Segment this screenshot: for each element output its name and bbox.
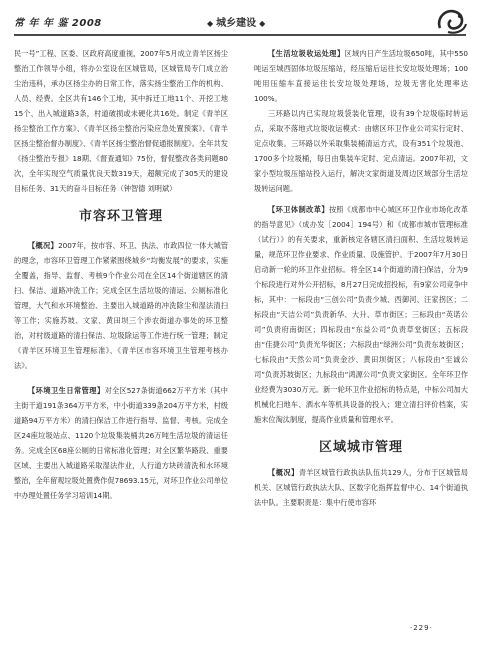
area-overview-paragraph: [254, 465, 468, 510]
yearbook-logo: [434, 6, 468, 36]
right-column: [254, 46, 468, 510]
garbage-tag: 【生活垃圾收运处理】: [268, 49, 345, 58]
section-heading-sanitation: 市容环卫管理: [78, 209, 163, 224]
intro-paragraph: 民一号”工程、区委、区政府高度重视，2007年5月成立青羊区扬尘整治工作领导小组，将办公室设在区城管局，区城管局专门成立治尘治违科，承办区扬尘办的日常工作，落实扬尘整治工作的机构、人员、经费。全区共有146个工地，其中拆迁工地11个、开挖工地15个、出入城道路3条，村道破损或未硬化共16处。制定《青羊区扬尘整治工作方案》、《青羊区扬尘整治污染应急处置预案》、《青羊区扬尘整治督办制度》、《青羊区扬尘整治督促通报制度》。全年共发《扬尘整治专报》18期、《督查通知》75份，督促整改各类问题80次，全年实现空气质量优良天数319天，超额完成了305天的建设目标任务、31天的奋斗目标任务（钟智德 刘明斌）: [14, 49, 228, 193]
daily-sanitation-tag: 【环境卫生日常管理】: [28, 386, 105, 395]
overview-tag: 【概况】: [28, 241, 59, 250]
area-overview-tag: 【概况】: [268, 468, 299, 477]
page-number: ·229·: [410, 624, 433, 632]
garbage-paragraph: [254, 46, 468, 106]
page-header: [14, 12, 466, 36]
left-column: [14, 46, 228, 503]
daily-sanitation-paragraph: [14, 383, 228, 503]
overview-text: 2007年，按市容、环卫、执法、市政四位一体大城管的理念，市容环卫管理工作紧紧围绕城乡“均衡发展”的要求，实施全覆盖，指导、监督、考核9个作业公司在全区14个街道辖区的清扫、保洁、道路冲洗工作；完成全区生活垃圾的清运、公厕标准化管理，大气和水环境整治、主要出入城道路的冲洗除尘和湿法清扫等工作；实施苏坡、文家、黄田坝三个涉农街道办事处的环卫整治，对村级道路的清扫保洁、垃圾除运等工作进行统一管理；制定《青羊区环境卫生管理标准》、《青羊区市容环境卫生管理考核办法》。: [14, 241, 229, 370]
yearbook-title: 常 年 年 鉴 2008: [14, 18, 102, 29]
section-heading-area-management: 区域城市管理: [318, 440, 403, 455]
reform-text: 按照《成都市中心城区环卫作业市场化改革的指导意见》（成办发［2004］194号）和《成都市城市管理标准（试行）》的有关要求，重新核定各辖区清扫面积、生活垃圾转运量，规范环卫作业要求、作业质量、设施管护。于2007年7月30日启动新一轮的环卫作业招标。将全区14个街道的清扫保洁，分为9个标段进行对外公开招标，8月27日完成招投标，有9家公司竞争中标，其中：一标段由“三创公司”负责少城、西御河、汪家拐区；二标段由“天洁公司”负责新华、大升、草市街区；三标段由“英诺公司”负责府南街区；四标段由“东益公司”负责草堂街区；五标段由“佳捷公司”负责光华街区；六标段由“绿洲公司”负责东坡街区；七标段由“天然公司”负责金沙、黄田坝街区；八标段由“至诚公司”负责苏坡街区；九标段由“鸿源公司”负责文家街区。全年环卫作业经费为3030万元。新一轮环卫作业招标的特点是，中标公司加大机械化扫地车、洒水车等机具设备的投入；建立清扫评价档案，实施末位淘汰制度，提高作业质量和管理水平。: [254, 205, 468, 424]
reform-tag: 【环卫体制改革】: [268, 205, 329, 214]
reform-paragraph: [254, 202, 468, 427]
diamond-right-icon: ◆: [259, 19, 266, 28]
diamond-left-icon: ◆: [207, 19, 214, 28]
section-label: 城乡建设: [216, 18, 257, 29]
overview-paragraph: [14, 238, 228, 373]
garbage-text: 区域内日产生活垃圾650吨，其中550吨运至城西固体垃圾压缩站，经压缩后运往长安垃圾处理场；100吨用压缩车直接运往长安垃圾处理场，垃圾无害化处理率达100%。: [254, 49, 468, 103]
section-title: [204, 14, 268, 29]
daily-sanitation-text: 对全区527条街道662万平方米（其中主街干道191条364万平方米，中小街道339条204万平方米，村级道路94万平方米）的清扫保洁工作进行指导、监督、考核。完成全区24座垃圾站点、1120个垃圾集装桶共26万吨生活垃圾的清运任务。完成全区68座公厕的日常标准化管理；对全区繁华路段、重要区域、主要出入城道路采取湿法作业，人行道方块砖清洗和水环境整治，全年留观垃圾处置费作促78693.15元，对环卫作业公司单位中办理处置任务学习培训14期。: [14, 386, 228, 500]
garbage-paragraph-2: 三环路以内已实现垃圾袋装化管理，设有39个垃圾临时转运点，采取不落地式垃圾收运模式：由辖区环卫作业公司实行定时、定点收集。三环路以外采取集装桶清运方式，设有351个垃圾池、1700多个垃圾桶，每日由集装车定时、定点清运。2007年初，文家小型垃圾压缩站投入运行，解决文家街道及周边区域部分生活垃圾转运问题。: [254, 109, 468, 193]
area-overview-text: 青羊区城管行政执法队伍共129人，分布于区城管局机关、区城管行政执法大队、区数字化指挥监督中心、14个街道执法中队。主要职责是：集中行使市容环: [254, 468, 468, 507]
